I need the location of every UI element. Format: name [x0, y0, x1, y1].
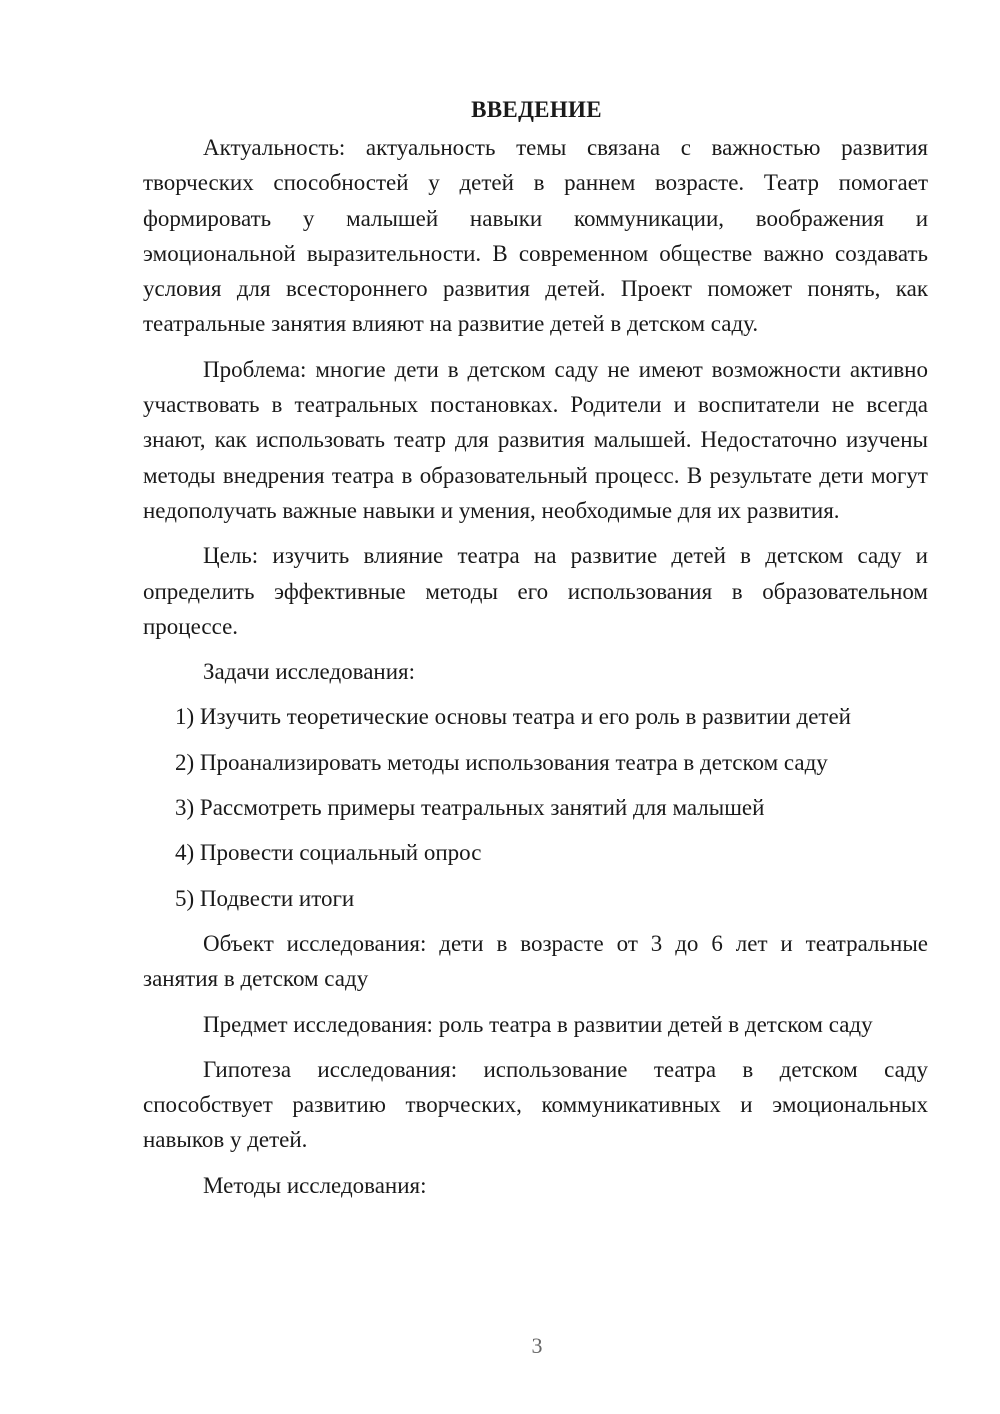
methods-heading: Методы исследования:	[203, 1172, 427, 1198]
list-item: 1) Изучить теоретические основы театра и его роль в развитии детей	[175, 704, 851, 730]
paragraph-subject: Предмет исследования: роль театра в развитии детей в детском саду	[203, 1011, 873, 1037]
page-body	[143, 92, 928, 1213]
list-item: 3) Рассмотреть примеры театральных занятий для малышей	[175, 795, 765, 821]
paragraph-relevance: Актуальность: актуальность темы связана с важностью развития творческих способностей у детей в раннем возрасте. Театр помогает формировать у малышей навыки коммуникации, воображения и эмоциональной выразительности. В современном обществе важно создавать условия для всестороннего развития детей. Проект поможет понять, как театральные занятия влияют на развитие детей в детском саду.	[143, 135, 928, 337]
page-number: 3	[531, 1333, 543, 1358]
paragraph-problem: Проблема: многие дети в детском саду не имеют возможности активно участвовать в театральных постановках. Родители и воспитатели не всегда знают, как использовать театр для развития малышей. Недостаточно изучены методы внедрения театра в образовательный процесс. В результате дети могут недополучать важные навыки и умения, необходимые для их развития.	[143, 356, 928, 523]
paragraph-object: Объект исследования: дети в возрасте от 3 до 6 лет и театральные занятия в детском саду	[143, 930, 928, 992]
paragraph-goal: Цель: изучить влияние театра на развитие детей в детском саду и определить эффективные методы его использования в образовательном процессе.	[143, 543, 928, 639]
paragraph-hypothesis: Гипотеза исследования: использование театра в детском саду способствует развитию творческих, коммуникативных и эмоциональных навыков у детей.	[143, 1056, 928, 1153]
page-title: ВВЕДЕНИЕ	[471, 97, 602, 122]
list-item: 5) Подвести итоги	[175, 885, 355, 911]
tasks-list	[143, 699, 928, 915]
tasks-heading: Задачи исследования:	[203, 659, 416, 685]
list-item: 4) Провести социальный опрос	[175, 840, 482, 866]
list-item: 2) Проанализировать методы использования театра в детском саду	[175, 749, 828, 775]
